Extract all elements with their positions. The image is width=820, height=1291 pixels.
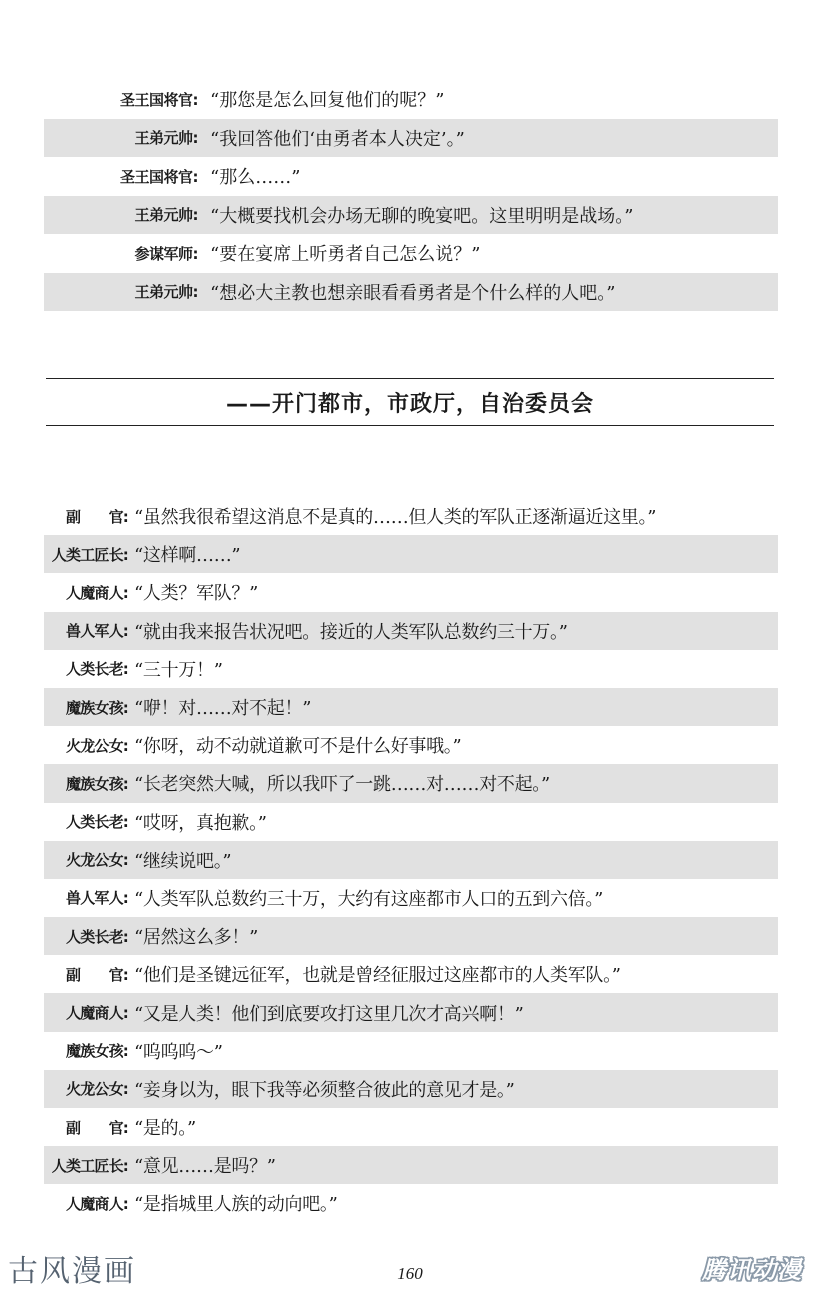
dialogue-line: “那您是怎么回复他们的呢？”	[210, 90, 445, 112]
dialogue-row	[44, 119, 778, 158]
speaker-name: 副 官:	[66, 507, 128, 526]
dialogue-row	[44, 764, 778, 802]
dialogue-row	[44, 688, 778, 726]
dialogue-row	[44, 535, 778, 573]
speaker-name: 参谋军师:	[134, 244, 198, 263]
dialogue-row	[44, 803, 778, 841]
dialogue-line: “三十万！”	[134, 659, 223, 681]
speaker-name: 圣王国将官:	[120, 167, 198, 186]
speaker-name: 魔族女孩:	[66, 1042, 128, 1061]
dialogue-row	[44, 1032, 778, 1070]
dialogue-line: “这样啊……”	[134, 545, 241, 567]
dialogue-row	[44, 497, 778, 535]
speaker-name: 圣王国将官:	[120, 90, 198, 109]
dialogue-line: “咿！对……对不起！”	[134, 698, 312, 720]
dialogue-row	[44, 1108, 778, 1146]
speaker-name: 魔族女孩:	[66, 774, 128, 793]
dialogue-line: “那么……”	[210, 167, 301, 189]
dialogue-line: “哎呀，真抱歉。”	[134, 812, 267, 834]
dialogue-row	[44, 273, 778, 312]
dialogue-line: “呜呜呜～”	[134, 1041, 223, 1063]
speaker-name: 人类长老:	[66, 660, 128, 679]
dialogue-line: “要在宴席上听勇者自己怎么说？”	[210, 244, 481, 266]
speaker-name: 人魔商人:	[66, 583, 128, 602]
dialogue-section-2	[44, 497, 778, 1223]
scene-heading: ——开门都市，市政厅，自治委员会	[225, 391, 594, 417]
dialogue-line: “想必大主教也想亲眼看看勇者是个什么样的人吧。”	[210, 282, 616, 304]
dialogue-line: “是的。”	[134, 1118, 196, 1140]
dialogue-row	[44, 157, 778, 196]
dialogue-row	[44, 612, 778, 650]
speaker-name: 火龙公女:	[66, 736, 128, 755]
dialogue-line: “妾身以为，眼下我等必须整合彼此的意见才是。”	[134, 1079, 515, 1101]
dialogue-line: “你呀，动不动就道歉可不是什么好事哦。”	[134, 736, 462, 758]
speaker-name: 魔族女孩:	[66, 698, 128, 717]
dialogue-line: “是指城里人族的动向吧。”	[134, 1194, 338, 1216]
dialogue-line: “长老突然大喊，所以我吓了一跳……对……对不起。”	[134, 774, 550, 796]
dialogue-row	[44, 1184, 778, 1222]
speaker-name: 王弟元帅:	[134, 129, 198, 148]
dialogue-line: “就由我来报告状况吧。接近的人类军队总数约三十万。”	[134, 621, 568, 643]
dialogue-row	[44, 879, 778, 917]
dialogue-row	[44, 80, 778, 119]
dialogue-row	[44, 841, 778, 879]
speaker-name: 人类长老:	[66, 927, 128, 946]
speaker-name: 火龙公女:	[66, 1080, 128, 1099]
speaker-name: 王弟元帅:	[134, 283, 198, 302]
dialogue-row	[44, 650, 778, 688]
dialogue-line: “意见……是吗？”	[134, 1156, 276, 1178]
dialogue-line: “继续说吧。”	[134, 850, 232, 872]
dialogue-row	[44, 993, 778, 1031]
speaker-name: 人类工匠长:	[51, 1156, 128, 1175]
dialogue-row	[44, 1146, 778, 1184]
dialogue-line: “他们是圣键远征军，也就是曾经征服过这座都市的人类军队。”	[134, 965, 621, 987]
dialogue-row	[44, 573, 778, 611]
speaker-name: 人魔商人:	[66, 1004, 128, 1023]
dialogue-row	[44, 955, 778, 993]
dialogue-section-1	[44, 80, 778, 311]
dialogue-row	[44, 726, 778, 764]
dialogue-row	[44, 196, 778, 235]
dialogue-row	[44, 234, 778, 273]
page-number: 160	[397, 1264, 423, 1283]
dialogue-line: “居然这么多！”	[134, 927, 259, 949]
watermark-right: 腾讯动漫	[702, 1256, 802, 1284]
watermark-left: 古风漫画	[8, 1254, 136, 1289]
dialogue-line: “虽然我很希望这消息不是真的……但人类的军队正逐渐逼近这里。”	[134, 507, 657, 529]
dialogue-line: “人类？军队？”	[134, 583, 259, 605]
scene-heading-box	[46, 378, 774, 426]
dialogue-line: “人类军队总数约三十万，大约有这座都市人口的五到六倍。”	[134, 888, 604, 910]
speaker-name: 兽人军人:	[66, 889, 128, 908]
dialogue-line: “又是人类！他们到底要攻打这里几次才高兴啊！”	[134, 1003, 524, 1025]
speaker-name: 副 官:	[66, 965, 128, 984]
dialogue-line: “大概要找机会办场无聊的晚宴吧。这里明明是战场。”	[210, 205, 634, 227]
speaker-name: 兽人军人:	[66, 622, 128, 641]
dialogue-line: “我回答他们‘由勇者本人决定’。”	[210, 128, 465, 150]
speaker-name: 人魔商人:	[66, 1194, 128, 1213]
dialogue-row	[44, 917, 778, 955]
speaker-name: 王弟元帅:	[134, 206, 198, 225]
dialogue-row	[44, 1070, 778, 1108]
speaker-name: 副 官:	[66, 1118, 128, 1137]
speaker-name: 火龙公女:	[66, 851, 128, 870]
speaker-name: 人类工匠长:	[51, 545, 128, 564]
speaker-name: 人类长老:	[66, 813, 128, 832]
